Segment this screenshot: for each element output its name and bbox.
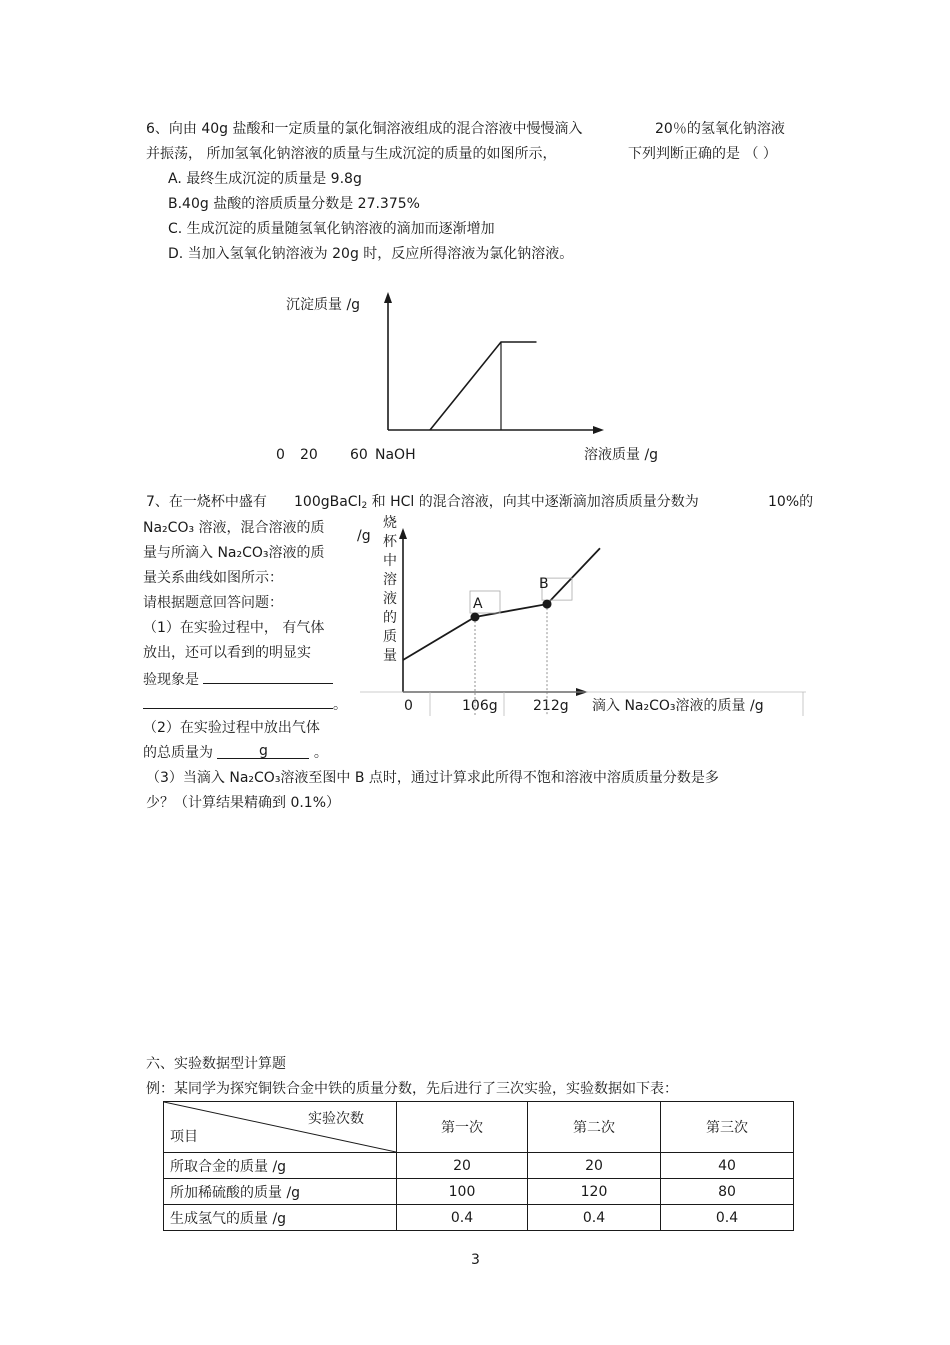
q7-left-line-6: 放出，还可以看到的明显实 bbox=[143, 645, 311, 661]
q7-xlabel: 滴入 Na₂CO₃溶液的质量 /g bbox=[592, 698, 764, 714]
q7-sub3-a: （3）当滴入 Na₂CO₃溶液至图中 B 点时，通过计算求此所得不饱和溶液中溶质质量分数是多 bbox=[146, 770, 719, 786]
experiment-table bbox=[163, 1101, 794, 1231]
q7-sub3-b: 少？（计算结果精确到 0.1%） bbox=[146, 795, 341, 811]
table-row-label: 生成氢气的质量 /g bbox=[164, 1205, 397, 1231]
corner-top-label: 实验次数 bbox=[308, 1111, 364, 1127]
q6-line2-tail: 下列判断正确的是 （ ） bbox=[628, 146, 777, 162]
q6-xtick-60: 60 bbox=[350, 447, 368, 463]
table-cell: 0.4 bbox=[661, 1205, 794, 1231]
q7-ylabel-char: 液 bbox=[383, 591, 397, 607]
table-col-header-2: 第二次 bbox=[528, 1102, 661, 1153]
q7-point-label: A bbox=[473, 596, 483, 612]
table-row-label: 所加稀硫酸的质量 /g bbox=[164, 1179, 397, 1205]
q7-sub2-b: 的总质量为 bbox=[143, 745, 213, 761]
q7-ylabel-char: 量 bbox=[383, 648, 397, 664]
table-cell: 100 bbox=[397, 1179, 528, 1205]
table-cell: 120 bbox=[528, 1179, 661, 1205]
q7-left-line-1: Na₂CO₃ 溶液，混合溶液的质 bbox=[143, 520, 325, 536]
q7-ylabel-char: 烧 bbox=[383, 515, 397, 531]
q6-option-c: C. 生成沉淀的质量随氢氧化钠溶液的滴加而逐渐增加 bbox=[168, 221, 495, 237]
q7-ylabel-char: 溶 bbox=[383, 572, 397, 588]
table-corner-cell bbox=[164, 1102, 397, 1153]
q7-ylabel bbox=[383, 514, 398, 664]
table-header-row bbox=[164, 1102, 794, 1153]
q6-option-d: D. 当加入氢氧化钠溶液为 20g 时，反应所得溶液为氯化钠溶液。 bbox=[168, 246, 574, 262]
q6-xlabel: 溶液质量 /g bbox=[584, 447, 659, 463]
table-cell: 20 bbox=[528, 1153, 661, 1179]
q7-xtick-212: 212g bbox=[533, 698, 569, 714]
q7-point-marker bbox=[471, 613, 480, 622]
q7-left-line-2: 量与所滴入 Na₂CO₃溶液的质 bbox=[143, 545, 325, 561]
q7-ylabel-char: 中 bbox=[383, 553, 397, 569]
q6-option-b: B.40g 盐酸的溶质质量分数是 27.375% bbox=[168, 196, 420, 212]
q7-left-line-3: 量关系曲线如图所示： bbox=[143, 570, 283, 586]
q7-answer-blank-gas[interactable] bbox=[217, 744, 309, 759]
table-row bbox=[164, 1205, 794, 1231]
q7-bacl: 100gBaCl bbox=[294, 494, 362, 510]
q7-line1a: 7、在一烧杯中盛有 bbox=[146, 494, 267, 510]
table-cell: 0.4 bbox=[397, 1205, 528, 1231]
q7-line1d: 10%的 bbox=[768, 494, 814, 510]
section6-title: 六、实验数据型计算题 bbox=[146, 1056, 286, 1072]
q7-left-line-5: （1）在实验过程中， 有气体 bbox=[143, 620, 325, 636]
table-col-header-1: 第一次 bbox=[397, 1102, 528, 1153]
q7-line-end: 。 bbox=[333, 697, 347, 713]
table-cell: 80 bbox=[661, 1179, 794, 1205]
q7-ylabel-unit: /g bbox=[357, 528, 371, 544]
table-cell: 40 bbox=[661, 1153, 794, 1179]
corner-bottom-label: 项目 bbox=[170, 1129, 198, 1145]
table-cell: 20 bbox=[397, 1153, 528, 1179]
q7-sub2-a: （2）在实验过程中放出气体 bbox=[143, 720, 320, 736]
page-number: 3 bbox=[471, 1252, 480, 1268]
q7-y-arrow bbox=[399, 528, 407, 539]
q7-bacl-sub: 2 bbox=[361, 501, 368, 511]
q7-sub2-b-line bbox=[143, 744, 328, 762]
q6-line2: 并振荡， 所加氢氧化钠溶液的质量与生成沉淀的质量的如图所示， bbox=[146, 146, 557, 162]
q7-answer-prompt: 验现象是 bbox=[143, 672, 199, 688]
q6-line1-tail: 20％的氢氧化钠溶液 bbox=[655, 121, 785, 137]
table-row bbox=[164, 1153, 794, 1179]
q7-ylabel-char: 杯 bbox=[383, 534, 397, 550]
q7-point-marker bbox=[543, 600, 552, 609]
q7-sub2-end: 。 bbox=[313, 745, 328, 761]
table-row bbox=[164, 1179, 794, 1205]
q7-points bbox=[470, 576, 572, 716]
q7-xtick-106: 106g bbox=[462, 698, 498, 714]
q6-xtick-20: 20 bbox=[300, 447, 318, 463]
q7-point-label: B bbox=[539, 576, 549, 593]
q7-ylabel-char: 的 bbox=[383, 610, 397, 626]
section6-intro: 例：某同学为探究铜铁合金中铁的质量分数，先后进行了三次实验，实验数据如下表： bbox=[146, 1081, 678, 1097]
q7-left-line-4: 请根据题意回答问题： bbox=[143, 595, 283, 611]
table-cell: 0.4 bbox=[528, 1205, 661, 1231]
q6-ylabel: 沉淀质量 /g bbox=[286, 297, 361, 313]
table-row-label: 所取合金的质量 /g bbox=[164, 1153, 397, 1179]
q6-line1-text: 6、向由 40g 盐酸和一定质量的氯化铜溶液组成的混合溶液中慢慢滴入 bbox=[146, 121, 583, 137]
q7-sub2-unit: g bbox=[259, 743, 268, 759]
q6-option-a: A. 最终生成沉淀的质量是 9.8g bbox=[168, 171, 362, 187]
q7-line1c: 和 HCl 的混合溶液，向其中逐渐滴加溶质质量分数为 bbox=[367, 494, 699, 510]
q7-series-line bbox=[403, 548, 600, 660]
q7-ylabel-char: 质 bbox=[383, 629, 397, 645]
table-col-header-3: 第三次 bbox=[661, 1102, 794, 1153]
q7-xtick-0: 0 bbox=[404, 698, 413, 714]
q6-xtick-0: 0 bbox=[276, 447, 285, 463]
q6-x-series-label: NaOH bbox=[375, 447, 416, 463]
